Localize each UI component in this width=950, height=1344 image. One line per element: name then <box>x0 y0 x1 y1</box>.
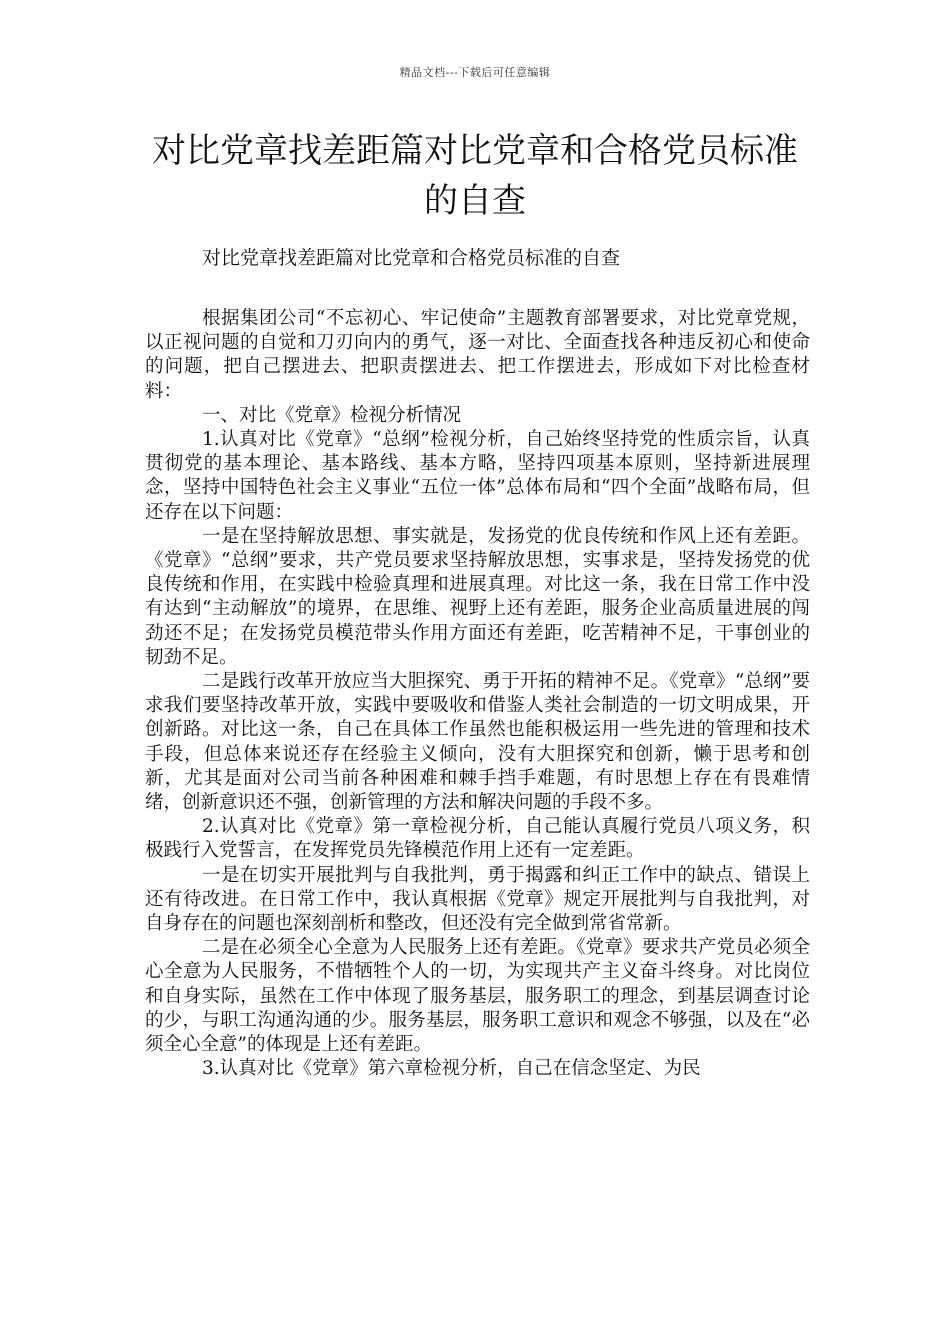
paragraph-item-3: 3.认真对比《党章》第六章检视分析，自己在信念坚定、为民 <box>202 1058 701 1080</box>
document-subtitle: 对比党章找差距篇对比党章和合格党员标准的自查 <box>202 247 621 269</box>
header-note: 精品文档---下载后可任意编辑 <box>399 66 551 79</box>
document-title: 对比党章找差距篇对比党章和合格党员标准的自查 <box>152 131 798 221</box>
section-heading-1: 一、对比《党章》检视分析情况 <box>202 404 462 426</box>
paragraph-point-2a: 一是在切实开展批判与自我批判，勇于揭露和纠正工作中的缺点、错误上还有待改进。在日常工作中，我认真根据《党章》规定开展批判与自我批判，对自身存在的问题也深刻剖析和整改，但还没有完全做到常省常新。 <box>145 864 810 935</box>
paragraph-item-2: 2.认真对比《党章》第一章检视分析，自己能认真履行党员八项义务，积极践行入党誓言，在发挥党员先锋模范作用上还有一定差距。 <box>145 816 810 862</box>
paragraph-point-1b: 二是践行改革开放应当大胆探究、勇于开拓的精神不足。《党章》“总纲”要求我们要坚持改革开放，实践中要吸收和借鉴人类社会制造的一切文明成果，开创新路。对比这一条，自己在具体工作虽然也能积极运用一些先进的管理和技术手段，但总体来说还存在经验主义倾向，没有大胆探究和创新，懒于思考和创新，尤其是面对公司当前各种困难和棘手挡手难题，有时思想上存在有畏难情绪，创新意识还不强，创新管理的方法和解决问题的手段不多。 <box>145 671 810 814</box>
paragraph-point-1a: 一是在坚持解放思想、事实就是，发扬党的优良传统和作风上还有差距。《党章》“总纲”要求，共产党员要求坚持解放思想，实事求是，坚持发扬党的优良传统和作用，在实践中检验真理和进展真理。对比这一条，我在日常工作中没有达到“主动解放”的境界，在思维、视野上还有差距，服务企业高质量进展的闯劲还不足；在发扬党员模范带头作用方面还有差距，吃苦精神不足，干事创业的韧劲不足。 <box>145 525 810 668</box>
document-body <box>145 243 810 1082</box>
paragraph-point-2b: 二是在必须全心全意为人民服务上还有差距。《党章》要求共产党员必须全心全意为人民服务，不惜牺牲个人的一切，为实现共产主义奋斗终身。对比岗位和自身实际，虽然在工作中体现了服务基层，服务职工的理念，到基层调查讨论的少，与职工沟通沟通的少。服务基层，服务职工意识和观念不够强，以及在“必须全心全意”的体现是上还有差距。 <box>145 937 810 1056</box>
paragraph-item-1: 1.认真对比《党章》“总纲”检视分析，自己始终坚持党的性质宗旨，认真贯彻党的基本理论、基本路线、基本方略，坚持四项基本原则，坚持新进展理念，坚持中国特色社会主义事业“五位一体”总体布局和“四个全面”战略布局，但还存在以下问题： <box>145 429 810 523</box>
paragraph-intro: 根据集团公司“不忘初心、牢记使命”主题教育部署要求，对比党章党规，以正视问题的自觉和刀刃向内的勇气，逐一对比、全面查找各种违反初心和使命的问题，把自己摆进去、把职责摆进去、把工作摆进去，形成如下对比检查材料： <box>145 308 810 402</box>
